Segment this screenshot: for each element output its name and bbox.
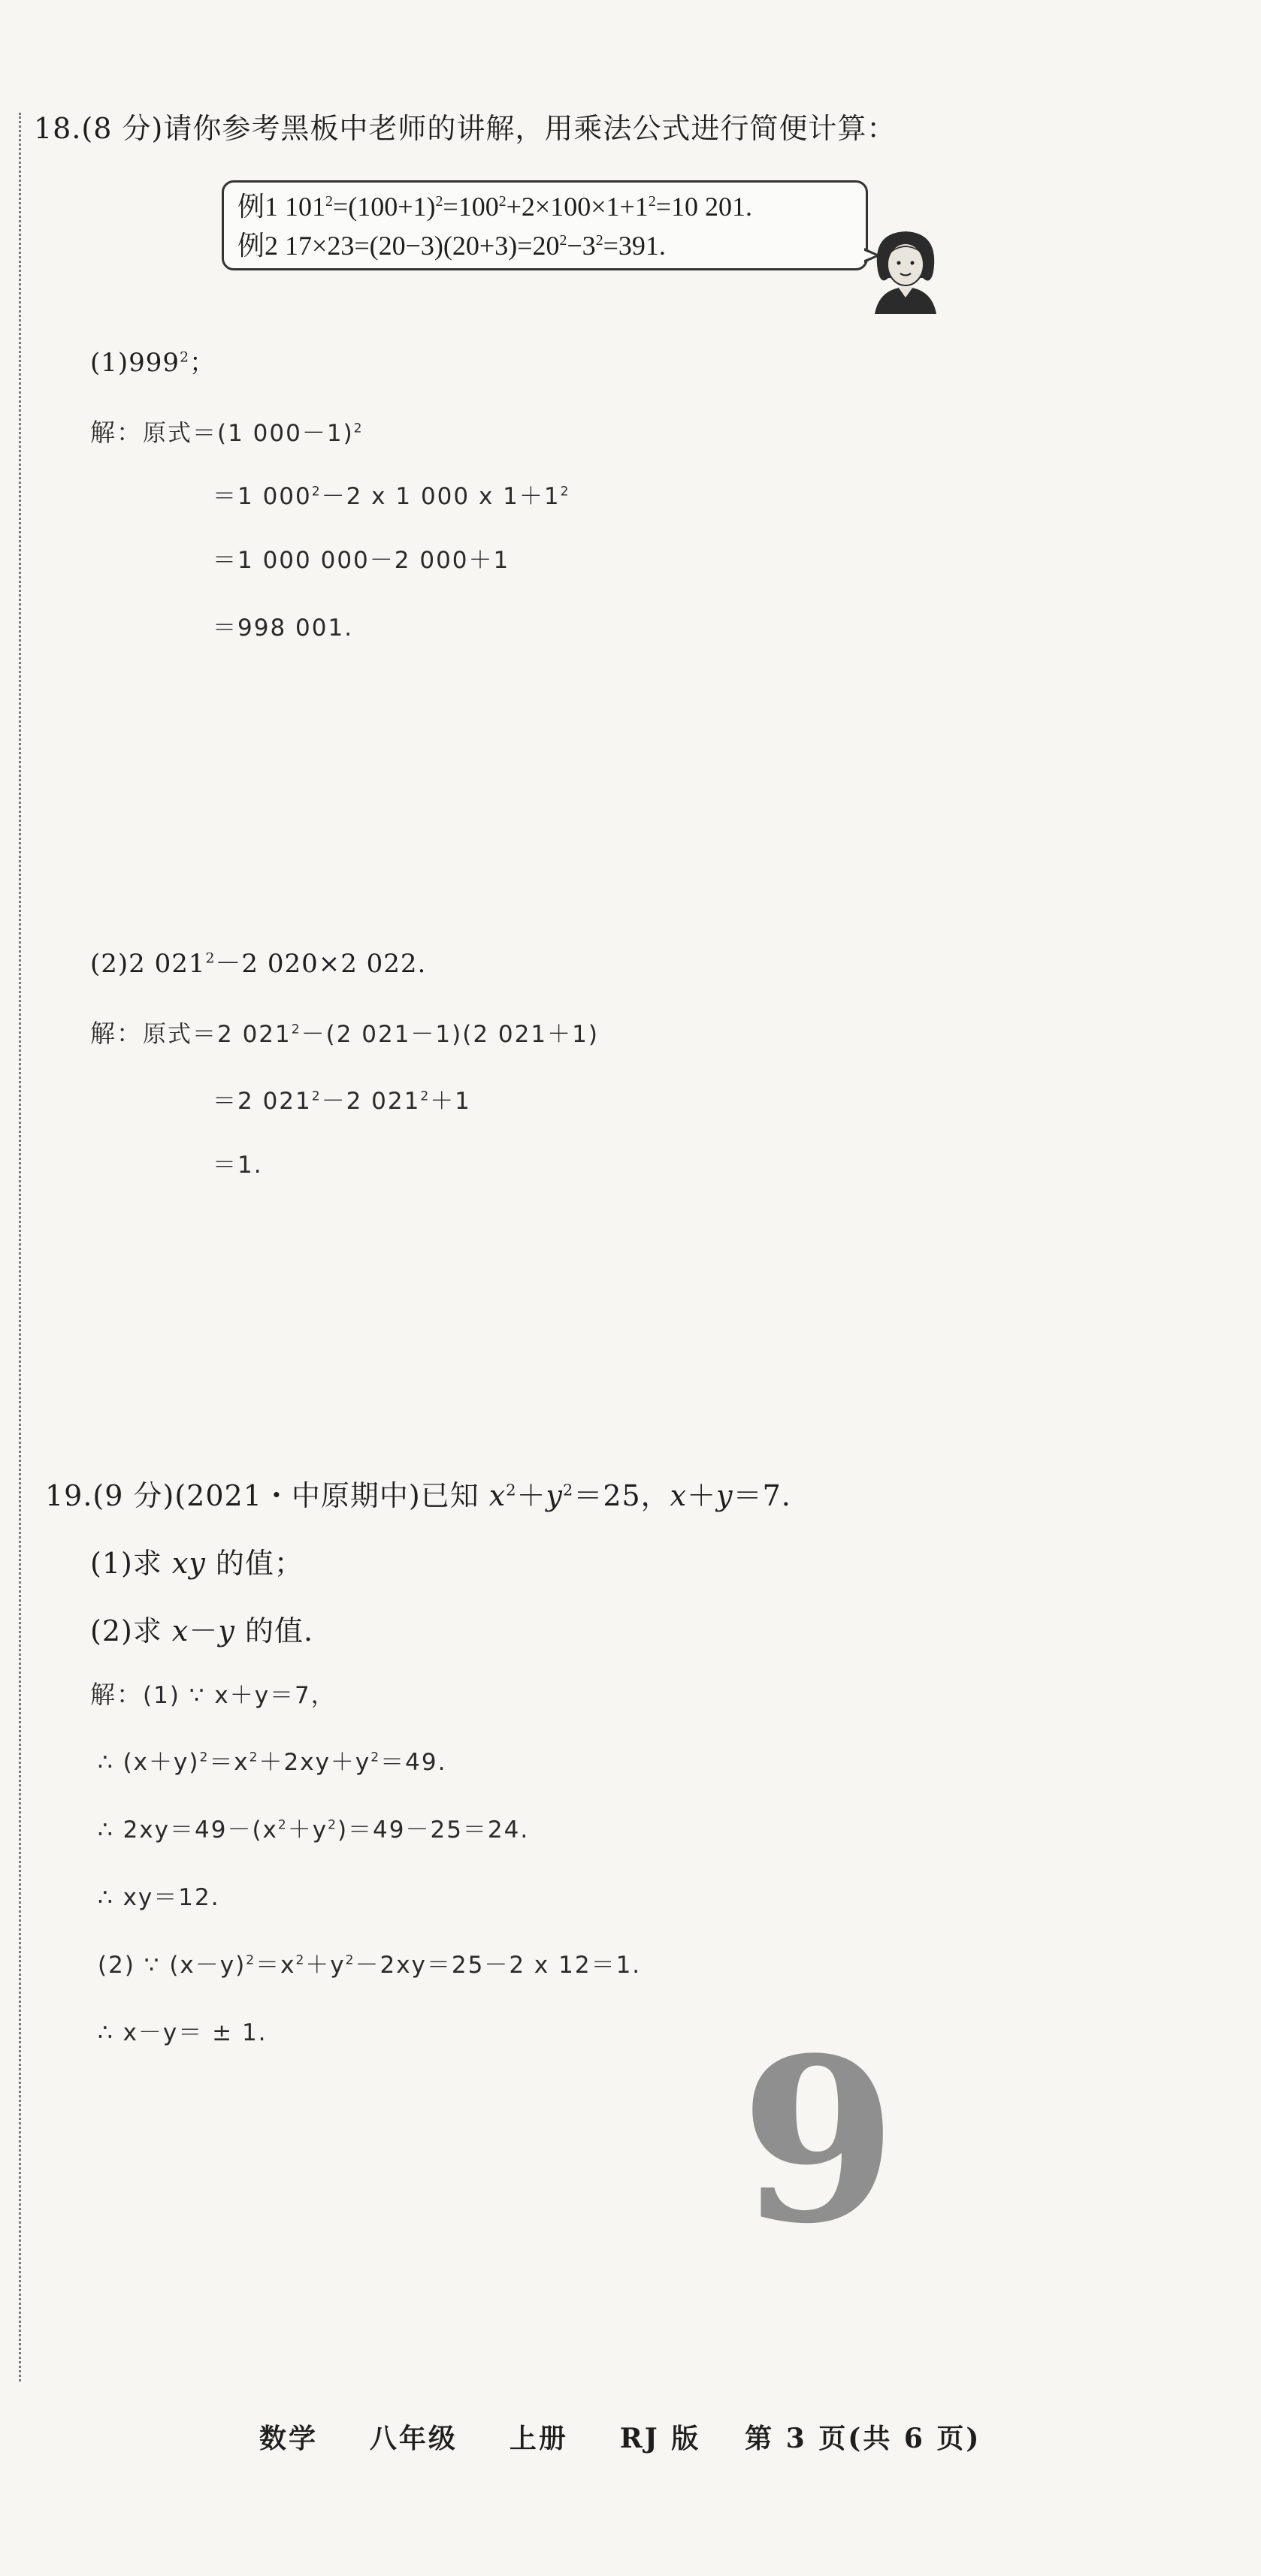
example-1: 例1 $101^2=(100+1)^2=100^2+2\times 100\times 1+1^2=10$ 201.	[237, 192, 753, 222]
q18-stem: 18.(8 分)请你参考黑板中老师的讲解，用乘法公式进行简便计算：	[34, 112, 897, 145]
page-footer	[259, 2417, 981, 2456]
q19-answer-line5: (2) ∵ $(x-y)^2=x^2+y^2-2xy=25-2$ x 12＝1.	[98, 1952, 642, 1979]
footer-edition: RJ 版	[619, 2423, 701, 2454]
q19-sub2: (2)求 x－y 的值.	[90, 1614, 314, 1647]
score-mark: 9	[740, 2008, 897, 2273]
blackboard-speech-bubble	[222, 180, 868, 270]
q19-answer-line4: ∴ xy＝12.	[98, 1884, 220, 1911]
q18-answer1-line2: ＝1 $000^2-2$ x 1 000 x $1+1^2$	[213, 483, 570, 510]
q18-answer1-line3: ＝1 000 000－2 000＋1	[213, 547, 510, 574]
q18-sub2: (2)2 $021^2-2$ 020×2 022.	[90, 949, 427, 979]
footer-grade: 八年级	[369, 2423, 458, 2454]
q18-answer2-line1: 解：原式＝2 $021^2-(2$ 021－1)(2 021＋1)	[90, 1019, 599, 1048]
q18-answer1-line4: ＝998 001.	[213, 615, 354, 642]
example-2: 例2 $17\times 23=(20-3)(20+3)=20^2-3^2=391$.	[237, 231, 666, 261]
q18-answer2-line2: ＝2 $021^2-2$ $021^2+1$	[213, 1088, 471, 1115]
q18-sub1: $(1)999^2$；	[90, 348, 216, 378]
footer-page: 第 3 页(共 6 页)	[745, 2423, 981, 2454]
q18-answer2-line3: ＝1.	[213, 1152, 263, 1179]
q18-answer1-line1: 解：原式＝(1 000－1)$^2$	[90, 418, 364, 447]
binding-margin-line	[19, 113, 21, 2381]
q19-sub1: (1)求 xy 的值；	[90, 1547, 304, 1580]
q19-answer-line6: ∴ x－y＝ ± 1.	[98, 2019, 268, 2046]
teacher-icon	[864, 225, 947, 316]
footer-subject: 数学	[259, 2423, 319, 2454]
footer-volume: 上册	[509, 2423, 568, 2454]
q19-answer-line1: 解：(1) ∵ x＋y＝7，	[90, 1680, 336, 1709]
q19-stem: 19.(9 分)(2021・中原期中)已知 $x^2+y^2=25$，x＋y＝7.	[45, 1479, 791, 1512]
q19-answer-line2: ∴ $(x+y)^2=x^2+2xy+y^2=49$.	[98, 1749, 447, 1776]
q19-answer-line3: ∴ $2xy=49-(x^2+y^2)=49-25=24$.	[98, 1816, 530, 1844]
